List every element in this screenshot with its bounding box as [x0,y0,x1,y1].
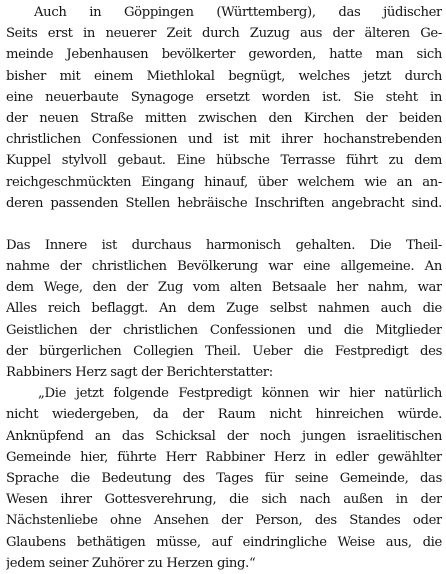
text-line: nicht wiedergeben, da der Raum nicht hinreichen würde. [6,407,442,423]
text-line: „Die jetzt folgende Festpredigt können wir hier natürlich [38,386,442,402]
paragraph-gap [6,214,442,235]
text-line: nahme der christlichen Bevölkerung war eine allgemeine. An [6,259,442,275]
text-line: Glaubens bethätigen müsse, auf eindringliche Weise aus, die [6,534,442,550]
text-line: der neuen Straße mitten zwischen den Kirchen der beiden [6,110,442,126]
paragraph-goeppingen [6,2,442,214]
text-line: Sprache die Bedeutung des Tages für seine Gemeinde, das [6,470,442,486]
text-line: Rabbiners Herz sagt der Berichterstatter: [6,365,273,380]
text-line: Das Innere ist durchaus harmonisch gehalten. Die Theil- [6,237,442,253]
paragraph-quotation [6,383,442,574]
text-line: Wesen ihrer Gottesverehrung, die sich nach außen in der [6,492,442,508]
text-line: deren passenden Stellen hebräische Inschriften angebracht sind. [6,195,442,211]
text-line: bisher mit einem Miethlokal begnügt, welches jetzt durch [6,68,442,84]
text-line: Anknüpfend an das Schicksal der noch jungen israelitischen [6,428,442,444]
text-line: Nächstenliebe ohne Ansehen der Person, des Standes oder [6,513,442,529]
text-line: der bürgerlichen Collegien Theil. Ueber die Festpredigt des [6,343,442,359]
text-line: jedem seiner Zuhörer zu Herzen ging.“ [6,555,256,571]
text-line: eine neuerbaute Synagoge ersetzt worden ist. Sie steht in [6,89,442,105]
text-line: Auch in Göppingen (Württemberg), das jüdischer [34,5,442,20]
text-line: Geistlichen der christlichen Confessionen und die Mitglieder [6,322,442,338]
text-line: meinde Jebenhausen bevölkerter geworden, hatte man sich [6,47,442,63]
text-line: Alles reich beflaggt. An dem Zuge selbst nahmen auch die [6,301,442,317]
text-line: reichgeschmückten Eingang hinauf, über welchem wie an an- [6,174,442,190]
text-line: Gemeinde hier, führte Herr Rabbiner Herz in edler gewählter [6,449,442,465]
paragraph-interior [6,235,442,383]
document-page [6,2,442,571]
text-line: Kuppel stylvoll gebaut. Eine hübsche Terrasse führt zu dem [6,153,442,169]
text-line: Seits erst in neuerer Zeit durch Zuzug aus der älteren Ge- [6,26,442,42]
text-line: dem Wege, den der Zug vom alten Betsaale her nahm, war [6,280,442,296]
text-line: christlichen Confessionen und ist mit ihrer hochanstrebenden [6,132,442,148]
